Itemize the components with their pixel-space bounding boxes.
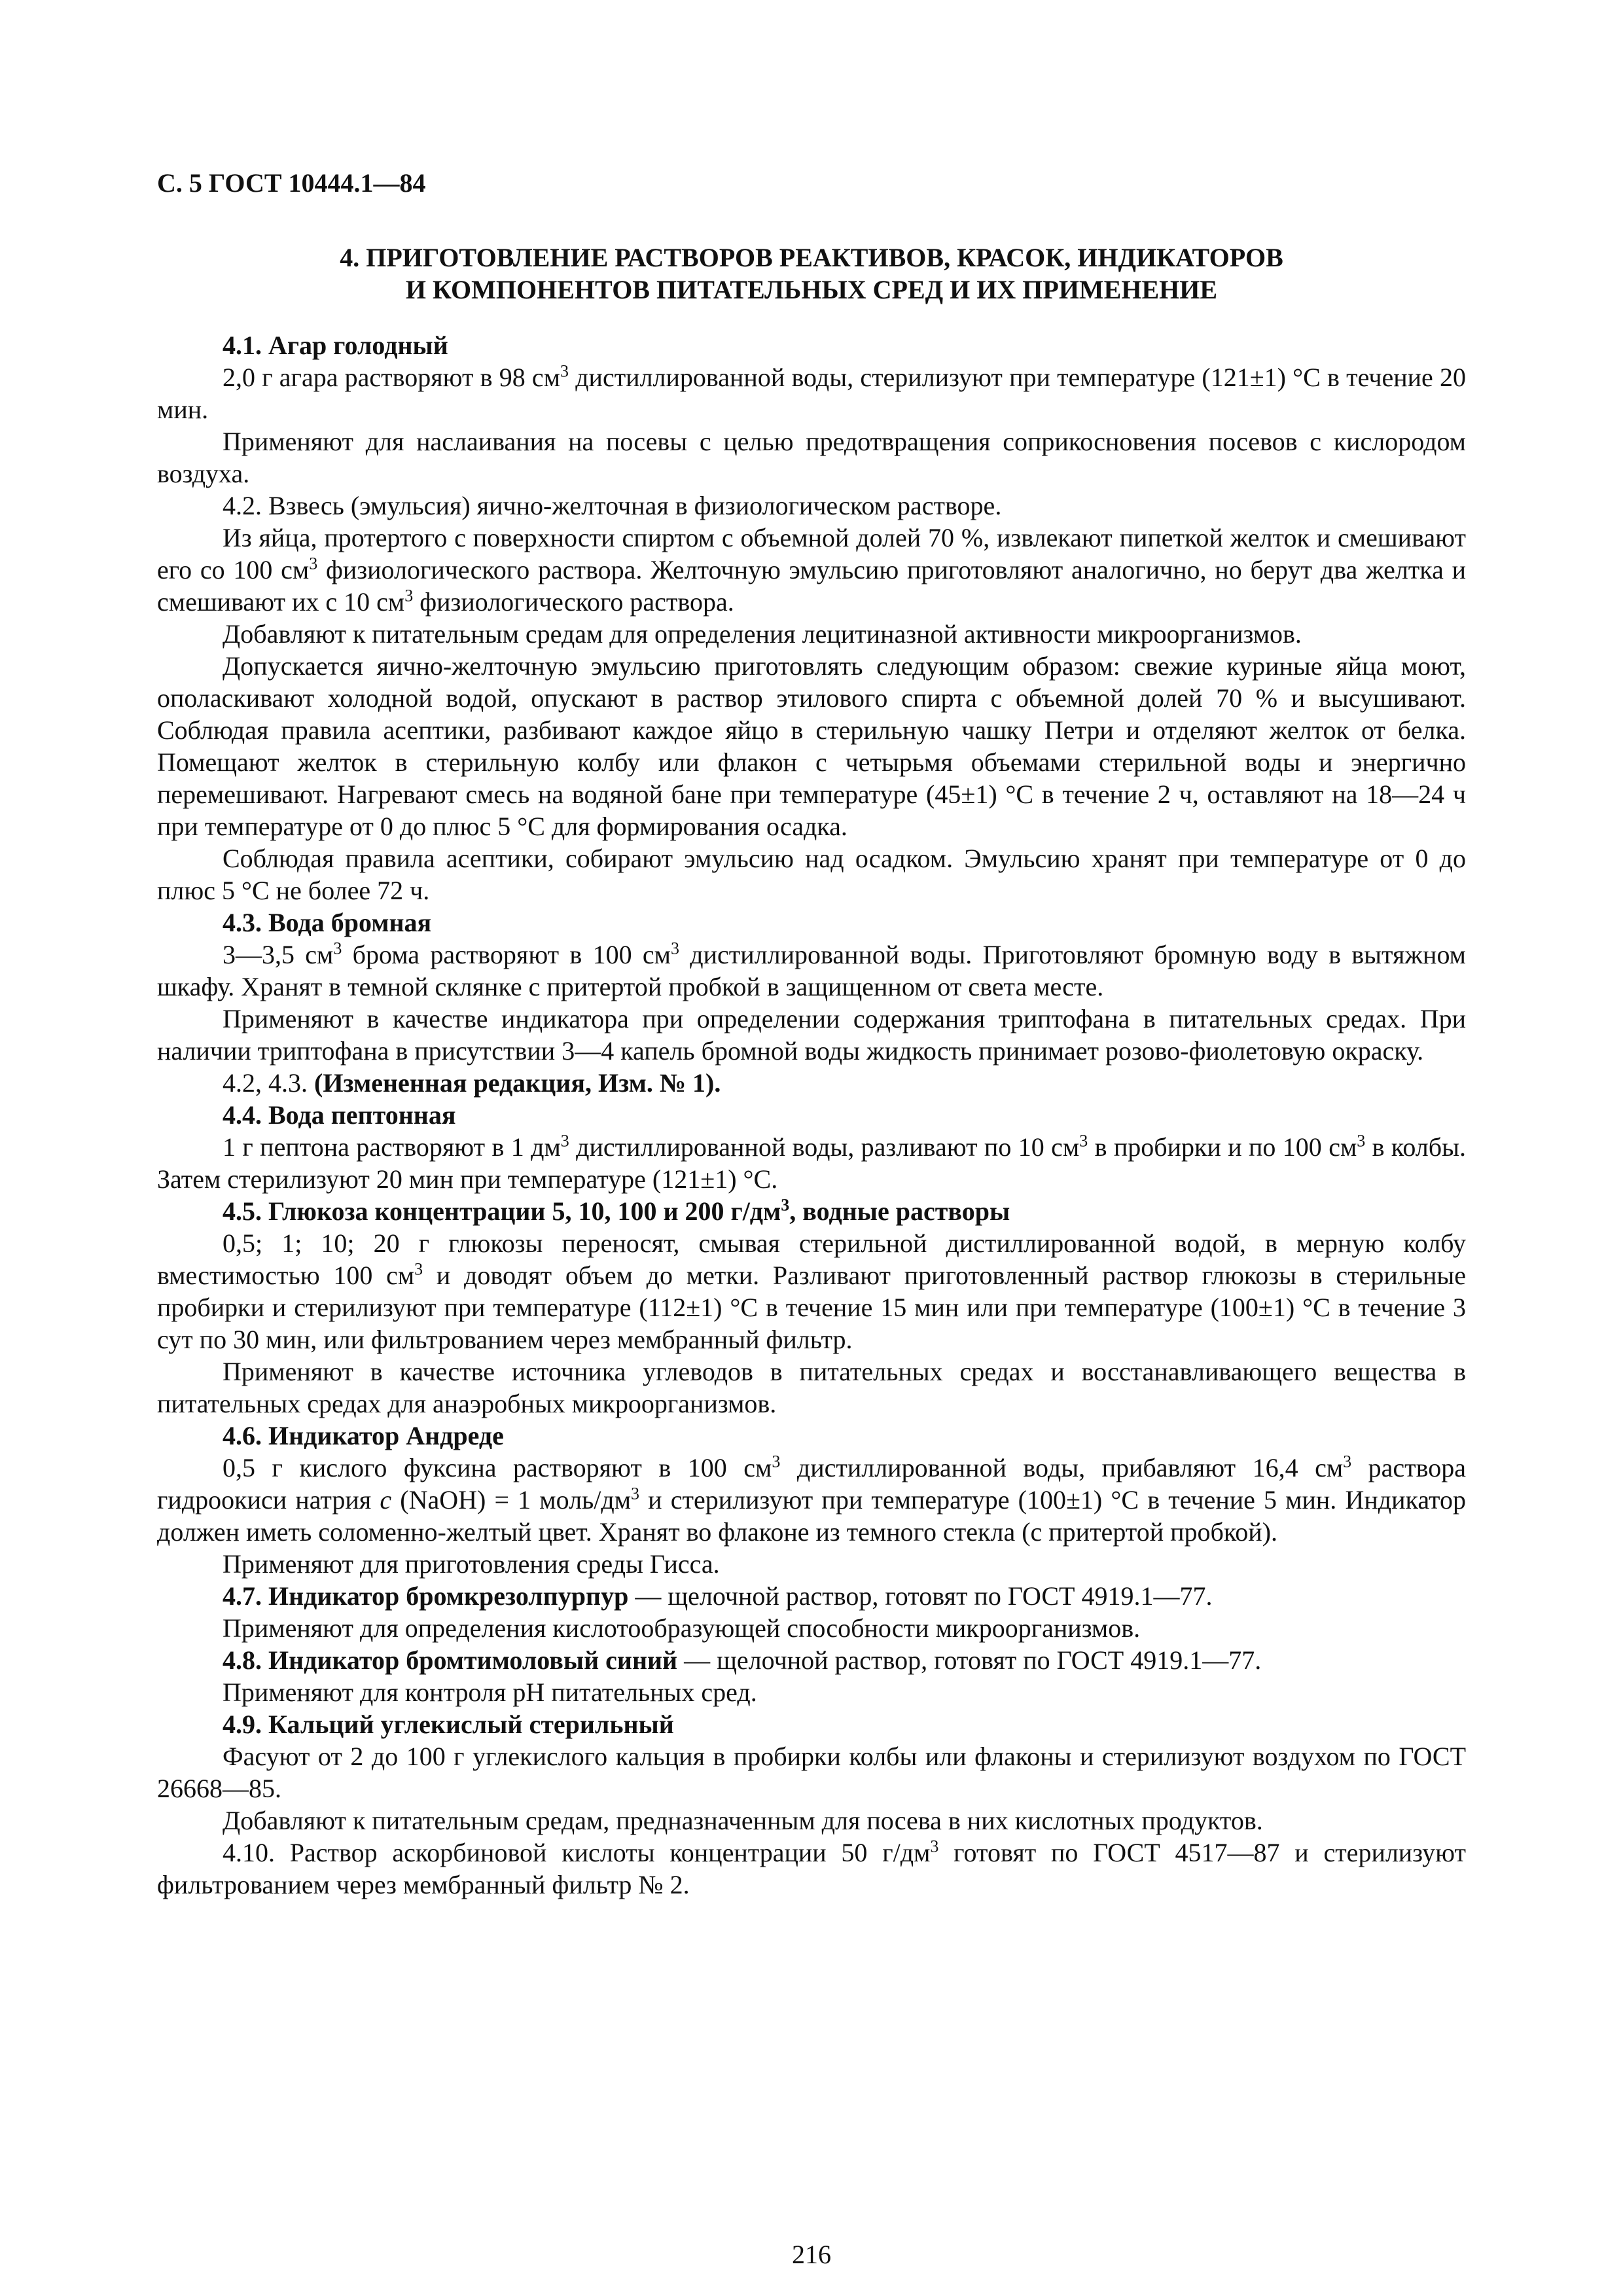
paragraph: Применяют для наслаивания на посевы с целью предотвращения соприкосновения посевов с кислородом воздуха. bbox=[157, 427, 1466, 488]
paragraph: Из яйца, протертого с поверхности спиртом с объемной долей 70 %, извлекают пипеткой желток и смешивают его со 100 $см^3$ физиологического раствора. Желточную эмульсию приготовляют аналогично, но берут два желтка и смешивают их с 10 $см^3$ физиологического раствора. bbox=[157, 523, 1467, 617]
paragraph: Добавляют к питательным средам, предназначенным для посева в них кислотных продуктов. bbox=[223, 1806, 1263, 1835]
heading-4-8: 4.8. Индикатор бромтимоловый синий — щелочной раствор, готовят по ГОСТ 4919.1—77. bbox=[223, 1645, 1262, 1675]
paragraph-4-10: 4.10. Раствор аскорбиновой кислоты концентрации 50 $г/дм^3$ готовят по ГОСТ 4517—87 и стерилизуют фильтрованием через мембранный фильтр № 2. bbox=[157, 1837, 1467, 1899]
paragraph: Применяют для приготовления среды Гисса. bbox=[223, 1549, 720, 1579]
paragraph: 0,5; 1; 10; 20 г глюкозы переносят, смывая стерильной дистиллированной водой, в мерную колбу вместимостью 100 $см^3$ и доводят объем до метки. Разливают приготовленный раствор глюкозы в стерильные пробирки и стерилизуют при температуре (112±1) °С в течение 15 мин или при температуре (100±1) °С в течение 3 сут по 30 мин, или фильтрованием через мембранный фильтр. bbox=[157, 1229, 1466, 1354]
running-header: С. 5 ГОСТ 10444.1—84 bbox=[157, 168, 426, 198]
section-title-line-2: И КОМПОНЕНТОВ ПИТАТЕЛЬНЫХ СРЕД И ИХ ПРИМЕНЕНИЕ bbox=[405, 275, 1218, 304]
heading-4-6: 4.6. Индикатор Андреде bbox=[223, 1421, 504, 1450]
paragraph: Фасуют от 2 до 100 г углекислого кальция в пробирки колбы или флаконы и стерилизуют воздухом по ГОСТ 26668—85. bbox=[157, 1742, 1466, 1803]
heading-4-3: 4.3. Вода бромная bbox=[223, 908, 432, 937]
amendment-note: 4.2, 4.3. (Измененная редакция, Изм. № 1). bbox=[223, 1068, 721, 1098]
page-number: 216 bbox=[792, 2240, 831, 2269]
paragraph: Допускается яично-желточную эмульсию приготовлять следующим образом: свежие куриные яйца моют, ополаскивают холодной водой, опускают в раствор этилового спирта с объемной долей 70 % и высушивают. Соблюдая правила асептики, разбивают каждое яйцо в стерильную чашку Петри и отделяют желток от белка. Помещают желток в стерильную колбу или флакон с четырьмя объемами стерильной воды и энергично перемешивают. Нагревают смесь на водяной бане при температуре (45±1) °С в течение 2 ч, оставляют на 18—24 ч при температуре от 0 до плюс 5 °С для формирования осадка. bbox=[157, 651, 1466, 841]
heading-4-2: 4.2. Взвесь (эмульсия) яично-желточная в физиологическом растворе. bbox=[223, 491, 1002, 520]
paragraph: Соблюдая правила асептики, собирают эмульсию над осадком. Эмульсию хранят при температуре от 0 до плюс 5 °С не более 72 ч. bbox=[157, 844, 1466, 905]
section-title-line-1: 4. ПРИГОТОВЛЕНИЕ РАСТВОРОВ РЕАКТИВОВ, КРАСОК, ИНДИКАТОРОВ bbox=[340, 243, 1283, 272]
paragraph: 3—3,5 $см^3$ брома растворяют в 100 $см^3$ дистиллированной воды. Приготовляют бромную воду в вытяжном шкафу. Хранят в темной склянке с притертой пробкой в защищенном от света месте. bbox=[157, 939, 1466, 1001]
heading-4-5: 4.5. Глюкоза концентрации 5, 10, 100 и 200 $г/дм^3$, водные растворы bbox=[223, 1195, 1010, 1226]
document-body bbox=[157, 329, 1466, 1901]
heading-4-1: 4.1. Агар голодный bbox=[223, 331, 448, 360]
heading-4-7: 4.7. Индикатор бромкрезолпурпур — щелочной раствор, готовят по ГОСТ 4919.1—77. bbox=[223, 1581, 1213, 1611]
paragraph: Применяют в качестве источника углеводов в питательных средах и восстанавливающего вещества в питательных средах для анаэробных микроорганизмов. bbox=[157, 1357, 1466, 1418]
heading-4-4: 4.4. Вода пептонная bbox=[223, 1100, 456, 1130]
paragraph: 2,0 г агара растворяют в 98 $см^3$ дистиллированной воды, стерилизуют при температуре (121±1) °С в течение 20 мин. bbox=[157, 361, 1466, 424]
paragraph: Применяют для определения кислотообразующей способности микроорганизмов. bbox=[223, 1613, 1141, 1643]
paragraph: Применяют в качестве индикатора при определении содержания триптофана в питательных средах. При наличии триптофана в присутствии 3—4 капель бромной воды жидкость принимает розово-фиолетовую окраску. bbox=[157, 1004, 1466, 1066]
paragraph: 1 г пептона растворяют в 1 $дм^3$ дистиллированной воды, разливают по 10 $см^3$ в пробирки и по 100 $см^3$ в колбы. Затем стерилизуют 20 мин при температуре (121±1) °С. bbox=[157, 1131, 1466, 1194]
paragraph: Применяют для контроля pH питательных сред. bbox=[223, 1677, 757, 1707]
heading-4-9: 4.9. Кальций углекислый стерильный bbox=[223, 1710, 674, 1739]
paragraph: Добавляют к питательным средам для определения лецитиназной активности микроорганизмов. bbox=[223, 619, 1302, 649]
paragraph: 0,5 г кислого фуксина растворяют в 100 $см^3$ дистиллированной воды, прибавляют 16,4 $см^3$ раствора гидроокиси натрия с (NaOH) = 1 моль/$дм^3$ и стерилизуют при температуре (100±1) °С в течение 5 мин. Индикатор должен иметь соломенно-желтый цвет. Хранят во флаконе из темного стекла (с притертой пробкой). bbox=[157, 1452, 1466, 1547]
section-title bbox=[157, 242, 1466, 306]
